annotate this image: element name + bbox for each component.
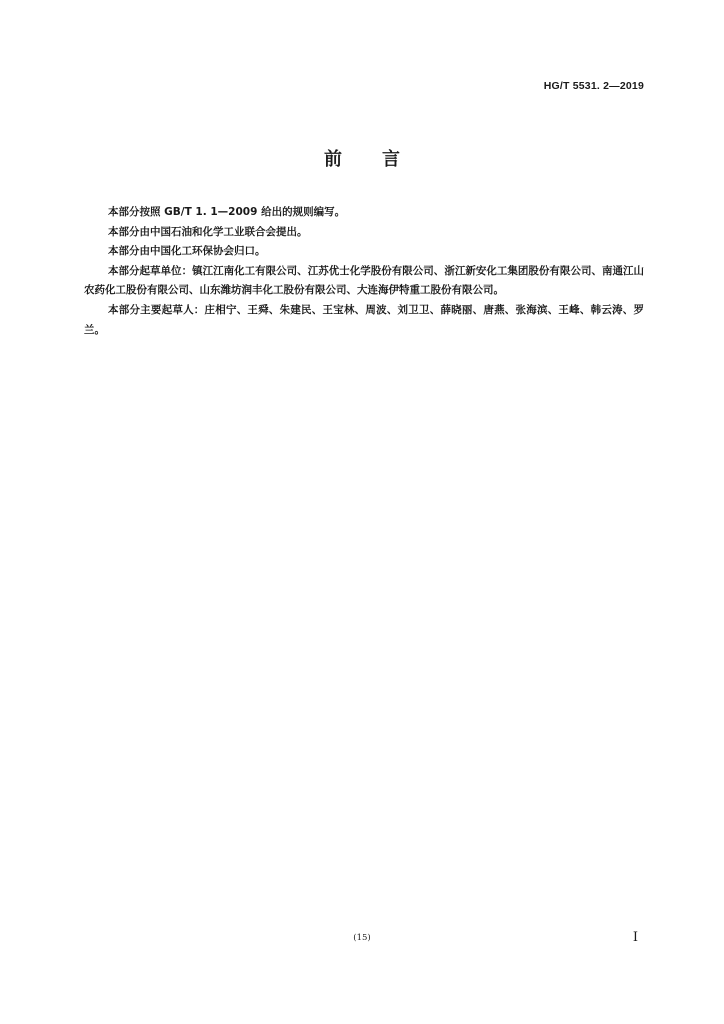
paragraph-proposed-by: 本部分由中国石油和化学工业联合会提出。 bbox=[108, 225, 308, 238]
page-title bbox=[0, 145, 724, 171]
paragraph-drafters: 本部分主要起草人：庄相宁、王舜、朱建民、王宝林、周波、刘卫卫、薛晓丽、唐燕、张海滨、王峰、韩云涛、罗兰。 bbox=[84, 303, 644, 336]
paragraph-standard-basis: 本部分按照 GB/T 1. 1—2009 给出的规则编写。 bbox=[108, 206, 346, 218]
footer-page-number: I bbox=[632, 930, 638, 945]
standard-code: HG/T 5531. 2—2019 bbox=[543, 80, 644, 92]
paragraph-drafting-units: 本部分起草单位：镇江江南化工有限公司、江苏优士化学股份有限公司、浙江新安化工集团股份有限公司、南通江山农药化工股份有限公司、山东潍坊润丰化工股份有限公司、大连海伊特重工股份有限公司。 bbox=[84, 264, 644, 297]
title-char-2: 言 bbox=[382, 149, 400, 170]
foreword-body bbox=[84, 203, 644, 340]
title-char-1: 前 bbox=[324, 149, 342, 170]
paragraph-centralized-by: 本部分由中国化工环保协会归口。 bbox=[108, 245, 266, 258]
footer-sequence-number: (15) bbox=[353, 933, 371, 943]
